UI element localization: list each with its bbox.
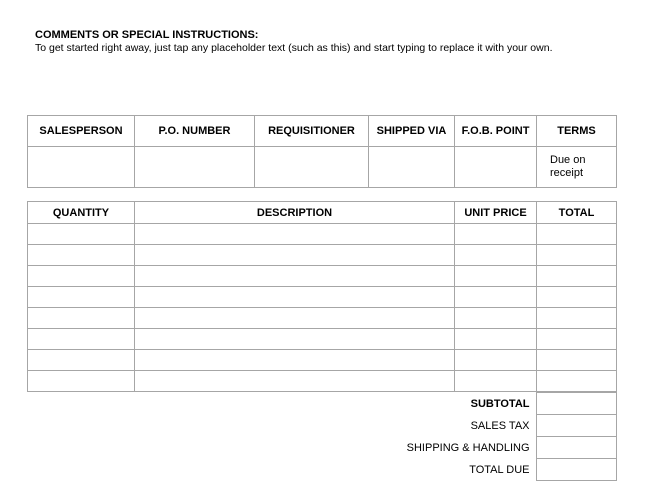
shipped-via-header: SHIPPED VIA — [369, 116, 455, 147]
unit-price-cell[interactable] — [455, 329, 537, 350]
table-row — [28, 329, 617, 350]
quantity-cell[interactable] — [28, 329, 135, 350]
comments-section — [35, 29, 645, 55]
quantity-cell[interactable] — [28, 371, 135, 392]
line-total-cell[interactable] — [537, 329, 617, 350]
totals-table — [400, 392, 617, 481]
po-number-header: P.O. NUMBER — [135, 116, 255, 147]
description-header: DESCRIPTION — [135, 202, 455, 224]
unit-price-cell[interactable] — [455, 308, 537, 329]
line-items-header-row — [28, 202, 617, 224]
line-total-cell[interactable] — [537, 308, 617, 329]
description-cell[interactable] — [135, 350, 455, 371]
line-total-cell[interactable] — [537, 224, 617, 245]
terms-cell[interactable] — [537, 147, 617, 188]
table-row — [28, 245, 617, 266]
sales-tax-label: SALES TAX — [470, 419, 530, 432]
description-cell[interactable] — [135, 245, 455, 266]
description-cell[interactable] — [135, 287, 455, 308]
comments-heading: COMMENTS OR SPECIAL INSTRUCTIONS: — [35, 29, 259, 41]
line-total-cell[interactable] — [537, 350, 617, 371]
table-row — [28, 266, 617, 287]
total-due-label: TOTAL DUE — [469, 463, 530, 476]
sales-tax-value[interactable] — [536, 415, 616, 437]
order-info-value-row — [28, 147, 617, 188]
table-row — [28, 287, 617, 308]
unit-price-header: UNIT PRICE — [455, 202, 537, 224]
table-row — [28, 308, 617, 329]
requisitioner-header: REQUISITIONER — [255, 116, 369, 147]
quantity-header: QUANTITY — [28, 202, 135, 224]
terms-header: TERMS — [537, 116, 617, 147]
subtotal-value[interactable] — [536, 393, 616, 415]
quantity-cell[interactable] — [28, 350, 135, 371]
line-items-table — [27, 201, 617, 392]
sales-tax-row — [400, 415, 616, 437]
fob-point-cell[interactable] — [455, 147, 537, 188]
table-row — [28, 350, 617, 371]
shipping-row — [400, 437, 616, 459]
subtotal-row — [400, 393, 616, 415]
line-total-cell[interactable] — [537, 371, 617, 392]
shipped-via-cell[interactable] — [369, 147, 455, 188]
salesperson-header: SALESPERSON — [28, 116, 135, 147]
fob-point-header: F.O.B. POINT — [455, 116, 537, 147]
total-due-row — [400, 459, 616, 481]
total-header: TOTAL — [537, 202, 617, 224]
line-total-cell[interactable] — [537, 266, 617, 287]
quantity-cell[interactable] — [28, 266, 135, 287]
total-due-value[interactable] — [536, 459, 616, 481]
quantity-cell[interactable] — [28, 245, 135, 266]
salesperson-cell[interactable] — [28, 147, 135, 188]
table-row — [28, 224, 617, 245]
quantity-cell[interactable] — [28, 308, 135, 329]
po-number-cell[interactable] — [135, 147, 255, 188]
terms-value[interactable]: Due on receipt — [550, 154, 586, 179]
order-info-table — [27, 115, 617, 188]
quantity-cell[interactable] — [28, 224, 135, 245]
unit-price-cell[interactable] — [455, 287, 537, 308]
unit-price-cell[interactable] — [455, 371, 537, 392]
unit-price-cell[interactable] — [455, 224, 537, 245]
quantity-cell[interactable] — [28, 287, 135, 308]
description-cell[interactable] — [135, 266, 455, 287]
line-total-cell[interactable] — [537, 287, 617, 308]
description-cell[interactable] — [135, 329, 455, 350]
unit-price-cell[interactable] — [455, 245, 537, 266]
description-cell[interactable] — [135, 308, 455, 329]
comments-instructions[interactable]: To get started right away, just tap any placeholder text (such as this) and start typing to replace it with your own. — [35, 42, 553, 54]
order-info-header-row — [28, 116, 617, 147]
unit-price-cell[interactable] — [455, 266, 537, 287]
shipping-handling-label: SHIPPING & HANDLING — [406, 441, 530, 454]
subtotal-label: SUBTOTAL — [470, 397, 530, 410]
unit-price-cell[interactable] — [455, 350, 537, 371]
shipping-handling-value[interactable] — [536, 437, 616, 459]
line-total-cell[interactable] — [537, 245, 617, 266]
table-row — [28, 371, 617, 392]
requisitioner-cell[interactable] — [255, 147, 369, 188]
description-cell[interactable] — [135, 224, 455, 245]
description-cell[interactable] — [135, 371, 455, 392]
